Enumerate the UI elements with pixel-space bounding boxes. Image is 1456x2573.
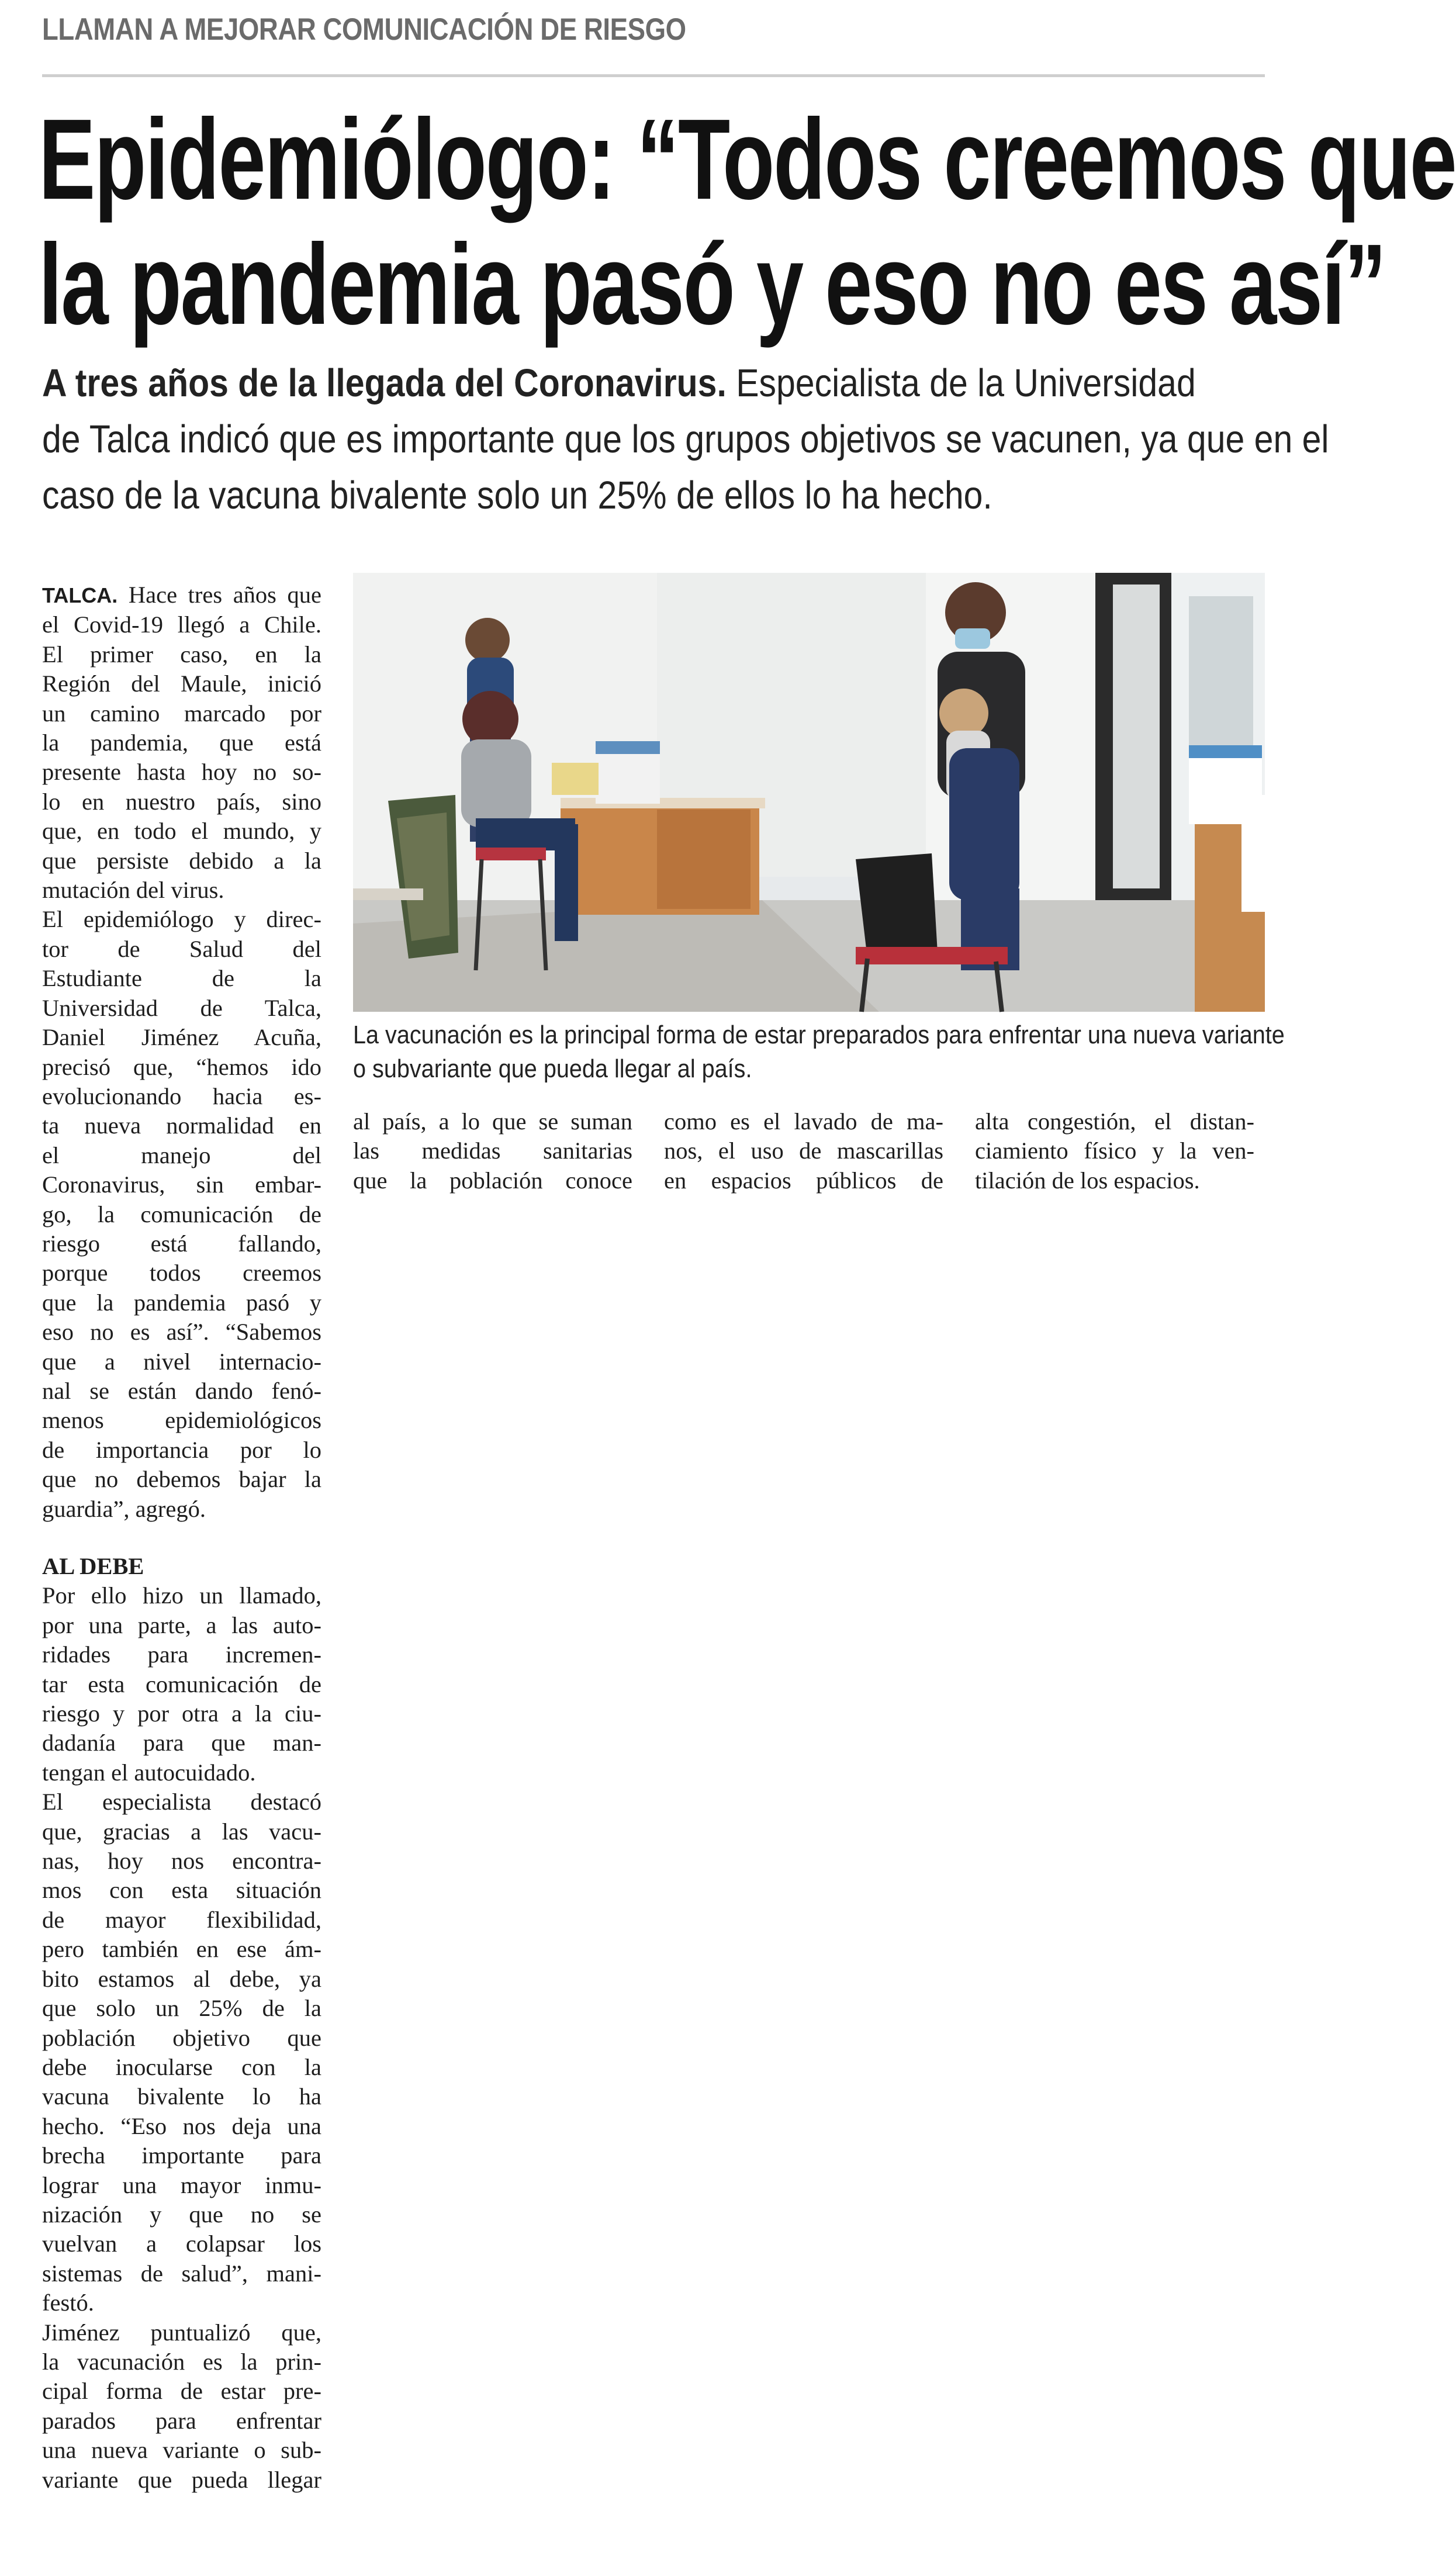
article-column-2 [353,1107,632,1195]
kicker-divider [42,74,1265,77]
vaccination-scene-illustration [353,573,1265,1012]
column-line: nos, el uso de mascarillas [664,1137,943,1164]
column-line: en espacios públicos de [664,1167,943,1194]
column-line: evolucionando hacia es- [42,1083,321,1109]
column-line: tar esta comunicación de [42,1671,321,1697]
dateline: TALCA. [42,583,118,607]
column-line: lo en nuestro país, sino [42,788,321,815]
column-line: guardia”, agregó. [42,1495,206,1522]
column-line: que persiste debido a la [42,847,321,874]
photo-caption [353,1018,1347,1086]
column-line: al país, a lo que se suman [353,1108,632,1135]
column-line: que la población conoce [353,1167,632,1194]
column-line: Estudiante de la [42,965,321,992]
column-line: alta congestión, el distan- [975,1108,1254,1135]
headline [39,95,1456,348]
column-line: tor de Salud del [42,935,321,962]
column-line: que solo un 25% de la [42,1995,321,2022]
column-line: que no debemos bajar la [42,1466,321,1493]
deck-summary [42,355,1329,524]
column-line: dadanía para que man- [42,1730,321,1756]
column-line: pero también en ese ám- [42,1936,321,1963]
headline-line-1: Epidemiólogo: “Todos creemos que [39,95,1456,223]
headline-line-2: la pandemia pasó y eso no es así” [39,220,1386,348]
article-column-4 [975,1107,1254,1195]
column-line: que, en todo el mundo, y [42,818,321,845]
article-column-1 [42,580,321,2495]
column-line: porque todos creemos [42,1260,321,1286]
column-line: menos epidemiológicos [42,1407,321,1434]
column-line: el Covid-19 llegó a Chile. [42,611,321,638]
column-line: ridades para incremen- [42,1641,321,1668]
column-line: ta nueva normalidad en [42,1112,321,1139]
column-line: presente hasta hoy no so- [42,759,321,786]
column-line: festó. [42,2290,94,2316]
column-line: las medidas sanitarias [353,1137,632,1164]
caption-line-1: La vacunación es la principal forma de estar preparados para enfrentar una nueva variante [353,1021,1285,1049]
column-line: que a nivel internacio- [42,1348,321,1375]
deck-line-1 [42,355,1196,411]
column-line: Región del Maule, inició [42,670,321,697]
column-line: Daniel Jiménez Acuña, [42,1024,321,1051]
column-line: riesgo está fallando, [42,1230,321,1257]
column-line: mos con esta situación [42,1877,321,1904]
column-line: un camino marcado por [42,700,321,727]
column-line: el manejo del [42,1142,321,1168]
column-line: ciamiento físico y la ven- [975,1137,1254,1164]
column-line: cipal forma de estar pre- [42,2378,321,2405]
column-line: por una parte, a las auto- [42,1611,321,1638]
subhead-al-debe: AL DEBE [42,1553,144,1579]
column-line [42,580,321,610]
column-line: sistemas de salud”, mani- [42,2260,321,2287]
column-line: la vacunación es la prin- [42,2348,321,2375]
column-line: Coronavirus, sin embar- [42,1171,321,1198]
column-line: población objetivo que [42,2024,321,2051]
column-line: vacuna bivalente lo ha [42,2083,321,2110]
column-line: bito estamos al debe, ya [42,1965,321,1992]
column-line-text: Hace tres años que [117,582,321,608]
column-line: vuelvan a colapsar los [42,2230,321,2257]
column-line: Por ello hizo un llamado, [42,1582,321,1609]
deck-lead: A tres años de la llegada del Coronavirus. [42,361,727,405]
column-line: variante que pueda llegar [42,2466,321,2493]
column-line: El especialista destacó [42,1789,321,1815]
column-line: riesgo y por otra a la ciu- [42,1700,321,1727]
section-spacer [42,1524,321,1552]
column-line: de mayor flexibilidad, [42,1906,321,1933]
column-line: como es el lavado de ma- [664,1108,943,1135]
column-line: eso no es así”. “Sabemos [42,1319,321,1346]
column-line: una nueva variante o sub- [42,2437,321,2464]
deck-line-1-rest: Especialista de la Universidad [726,361,1196,405]
column-line: tengan el autocuidado. [42,1759,256,1786]
column-line: nal se están dando fenó- [42,1377,321,1404]
deck-line-2: de Talca indicó que es importante que los grupos objetivos se vacunen, ya que en el [42,417,1329,461]
column-line: brecha importante para [42,2142,321,2169]
column-line: nas, hoy nos encontra- [42,1848,321,1875]
vaccination-photo [353,573,1265,1012]
column-line: Universidad de Talca, [42,994,321,1021]
column-line: hecho. “Eso nos deja una [42,2112,321,2139]
caption-line-2: o subvariante que pueda llegar al país. [353,1054,752,1083]
column-line: go, la comunicación de [42,1201,321,1227]
column-line: la pandemia, que está [42,729,321,756]
column-line: mutación del virus. [42,877,224,904]
article-column-3 [664,1107,943,1195]
column-line: debe inocularse con la [42,2053,321,2080]
column-line: lograr una mayor inmu- [42,2171,321,2198]
column-line: que la pandemia pasó y [42,1289,321,1316]
column-line: parados para enfrentar [42,2407,321,2434]
column-line: nización y que no se [42,2201,321,2228]
column-line: El epidemiólogo y direc- [42,906,321,933]
section-kicker: LLAMAN A MEJORAR COMUNICACIÓN DE RIESGO [42,12,686,47]
column-line: Jiménez puntualizó que, [42,2319,321,2346]
column-line: precisó que, “hemos ido [42,1053,321,1080]
column-line: tilación de los espacios. [975,1167,1200,1194]
column-line: de importancia por lo [42,1436,321,1463]
column-line: El primer caso, en la [42,641,321,668]
deck-line-3: caso de la vacuna bivalente solo un 25% de ellos lo ha hecho. [42,473,992,517]
column-line: que, gracias a las vacu- [42,1818,321,1845]
